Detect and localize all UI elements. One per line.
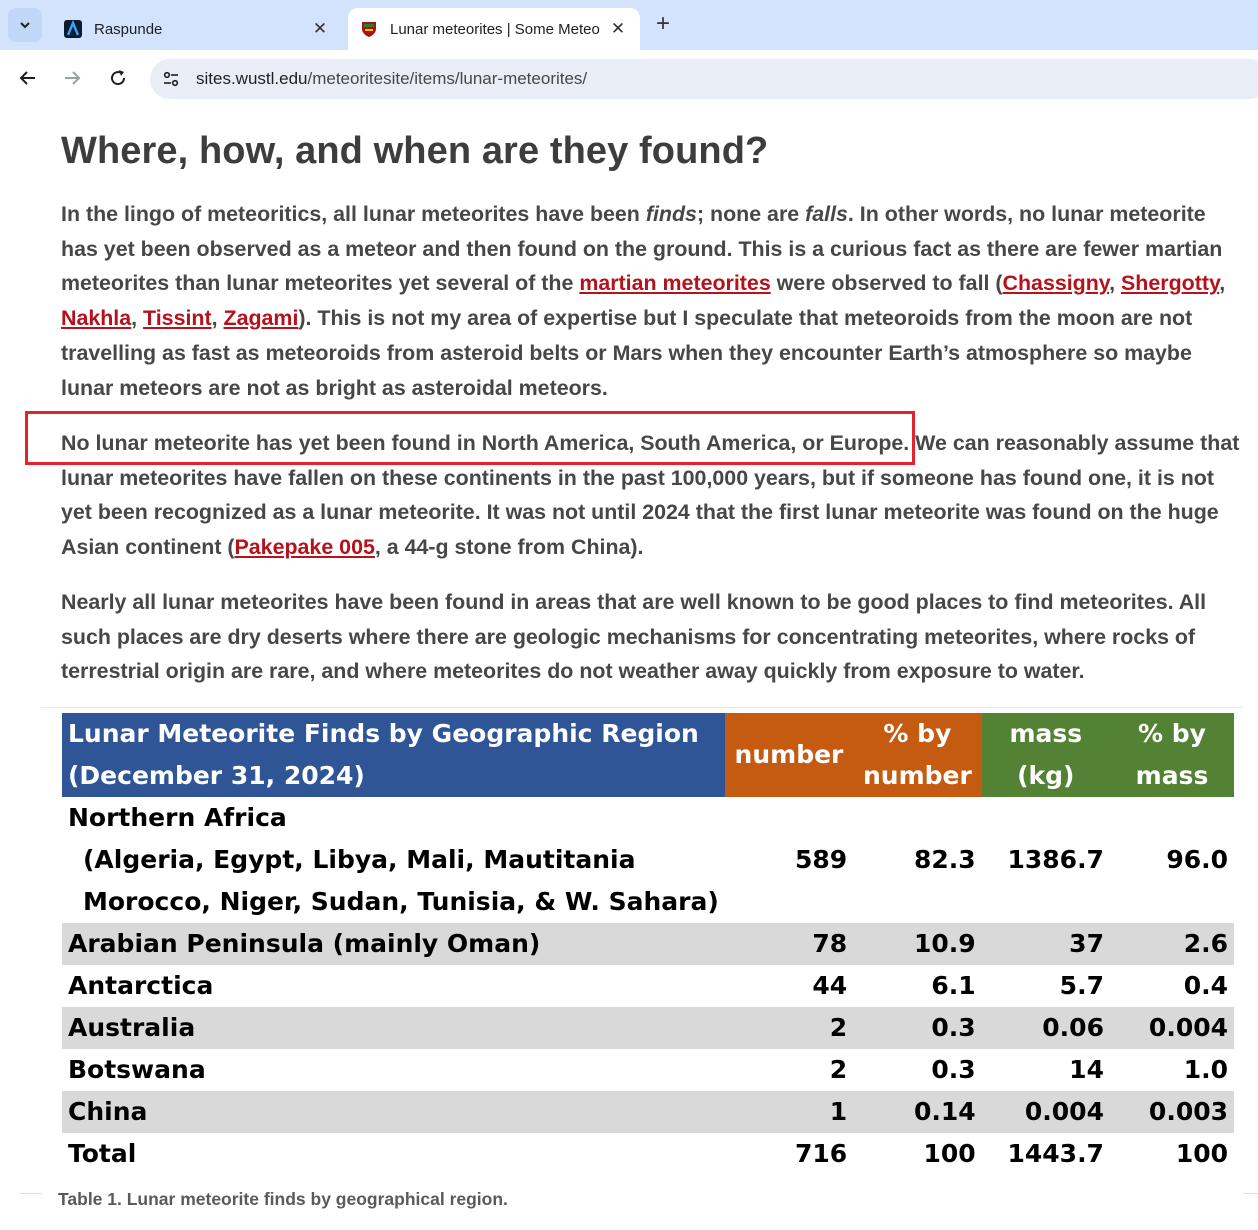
divider [1243,1193,1258,1194]
header-text: % by [883,719,952,748]
tab-raspunde[interactable] [52,8,342,50]
cell-region: Australia [62,1007,725,1049]
cell-mass: 14 [1069,1055,1104,1084]
text: , a 44-g stone from China). [374,535,644,560]
cell-pct-number: 100 [923,1139,976,1168]
cell-pct-number: 10.9 [853,923,981,965]
url-host: sites.wustl.edu [196,69,308,88]
cell-region: (Algeria, Egypt, Libya, Mali, Mautitania [83,845,636,874]
header-number: number [725,713,853,797]
paragraph-deserts: Nearly all lunar meteorites have been found in areas that are well known to be good places to find meteorites. All such places are dry deserts where there are geologic mechanisms for concentrating meteorites, where rocks of terrestrial origin are rare, and where meteorites do not weather away quickly from exposure to water. [61,590,1207,684]
cell-pct-number [853,881,981,923]
header-text: (December 31, 2024) [68,761,365,790]
reload-icon [108,68,128,88]
cell-region: Arabian Peninsula (mainly Oman) [62,923,725,965]
header-text: number [862,761,972,790]
new-tab-icon[interactable]: + [655,10,670,37]
cell-region: Botswana [68,1055,206,1084]
url-path: /meteoritesite/items/lunar-meteorites/ [307,69,588,88]
table-row [62,923,1234,965]
cell-number: 78 [725,923,853,965]
arrow-left-icon [18,68,38,88]
cell-region: Northern Africa [68,803,287,832]
back-button[interactable] [14,64,42,92]
close-tab-icon[interactable]: ✕ [610,19,626,38]
cell-pct-number: 82.3 [913,845,976,874]
header-text: % by [1138,719,1206,748]
link-martian-meteorites[interactable]: martian meteorites [579,271,771,296]
tab-search-button[interactable] [8,8,42,42]
text: In the lingo of meteoritics, all lunar meteorites have been [61,202,646,226]
arrow-right-icon [62,68,82,88]
text: were observed to fall ( [770,271,1003,296]
header-text: mass [1009,719,1083,748]
close-tab-icon[interactable]: ✕ [312,19,328,38]
cell-pct-mass [1110,881,1234,923]
cell-pct-mass: 100 [1175,1139,1228,1168]
cell-pct-mass: 0.004 [1110,1007,1234,1049]
cell-region: Antarctica [68,971,214,1000]
table-header-row [62,713,1234,797]
header-mass [982,713,1110,797]
cell-pct-mass: 0.4 [1183,971,1228,1000]
text: ; none are [696,202,806,226]
table-row [62,1007,1234,1049]
header-text: (kg) [1017,761,1075,790]
text: , [1109,271,1122,296]
cell-number [725,797,853,839]
divider [20,1193,42,1194]
section-heading: Where, how, and when are they found? [61,130,769,172]
text: , [131,306,144,331]
cell-mass: 1386.7 [1007,845,1104,874]
cell-pct-mass: 0.003 [1110,1091,1234,1133]
link-shergotty[interactable]: Shergotty [1121,271,1220,296]
table-caption: Table 1. Lunar meteorite finds by geographical region. [58,1189,508,1209]
tune-icon [162,70,180,88]
header-text: Lunar Meteorite Finds by Geographic Region [68,719,699,748]
forward-button[interactable] [58,64,86,92]
reload-button[interactable] [104,64,132,92]
cell-mass: 37 [982,923,1110,965]
link-pakepake-005[interactable]: Pakepake 005 [234,535,375,560]
cell-pct-number: 0.14 [853,1091,981,1133]
cell-number [725,881,853,923]
cell-pct-mass: 1.0 [1183,1055,1228,1084]
tab-title: Raspunde [94,20,163,38]
university-shield-favicon-icon [360,20,378,38]
header-pct-mass [1110,713,1234,797]
cell-number: 716 [795,1139,848,1168]
text-finds: finds [645,202,697,226]
link-chassigny[interactable]: Chassigny [1002,271,1110,296]
cell-pct-mass: 96.0 [1166,845,1228,874]
browser-toolbar [0,50,1258,106]
table-figure [41,707,1243,1191]
text: No lunar meteorite has yet been found in North America, South America, or Europe. We can reasonably assume that lunar meteorites have fallen on these continents in the past 100,000 years, but if someone has found one, it is not yet been recognized as a lunar meteorite. It was not until 2024 that the first lunar meteorite was found on the huge Asian continent ( [61,431,1240,560]
chevron-down-icon [18,18,32,32]
cell-mass [982,797,1110,839]
cell-number: 589 [795,845,848,874]
url-text [196,69,587,89]
table-row [62,881,1234,923]
table-row [62,839,1234,881]
table-row [62,1091,1234,1133]
highlight-annotation-box [25,411,915,465]
cell-region: China [62,1091,725,1133]
text: . In other words, no lunar meteorite has yet been observed as a meteor and then found on the ground. This is a curious fact as there are fewer martian meteorites than lunar meteorites yet several of the [61,202,1223,296]
page-content [0,106,1258,1230]
header-text: mass [1135,761,1209,790]
tab-lunar-meteorites[interactable] [348,8,640,50]
link-zagami[interactable]: Zagami [223,306,299,331]
cell-number: 1 [725,1091,853,1133]
cell-mass: 1443.7 [1007,1139,1104,1168]
text: , [1219,271,1226,296]
cell-mass [982,881,1110,923]
cell-number: 2 [725,1007,853,1049]
header-region [62,713,725,797]
text-falls: falls [805,202,848,226]
cell-pct-mass: 2.6 [1110,923,1234,965]
table-row [62,965,1234,1007]
link-nakhla[interactable]: Nakhla [61,306,132,331]
paragraph-finds [61,197,1246,405]
cell-pct-number: 0.3 [931,1055,976,1084]
cell-mass: 0.06 [982,1007,1110,1049]
address-bar[interactable] [150,59,1258,99]
table-row [62,1049,1234,1091]
cell-pct-mass [1110,797,1234,839]
cell-number: 2 [829,1055,848,1084]
tab-title: Lunar meteorites | Some Meteo [390,20,600,38]
raspunde-favicon-icon [64,20,82,38]
text: , [211,306,224,331]
cell-pct-number: 6.1 [931,971,976,1000]
cell-mass: 5.7 [1059,971,1104,1000]
header-pct-number [853,713,981,797]
table-total-row [62,1133,1234,1175]
lunar-finds-table [62,713,1234,1175]
cell-mass: 0.004 [982,1091,1110,1133]
cell-number: 44 [812,971,848,1000]
link-tissint[interactable]: Tissint [143,306,212,331]
tab-strip [0,0,1258,50]
text: ). This is not my area of expertise but I speculate that meteoroids from the moon are not travelling as fast as meteoroids from asteroid belts or Mars when they encounter Earth’s atmosphere so maybe lunar meteors are not as bright as asteroidal meteors. [61,306,1193,400]
cell-region: Total [68,1139,137,1168]
site-info-button[interactable] [154,62,188,96]
cell-pct-number [853,797,981,839]
cell-region: Morocco, Niger, Sudan, Tunisia, & W. Sahara) [83,887,719,916]
table-row [62,797,1234,839]
cell-pct-number: 0.3 [853,1007,981,1049]
